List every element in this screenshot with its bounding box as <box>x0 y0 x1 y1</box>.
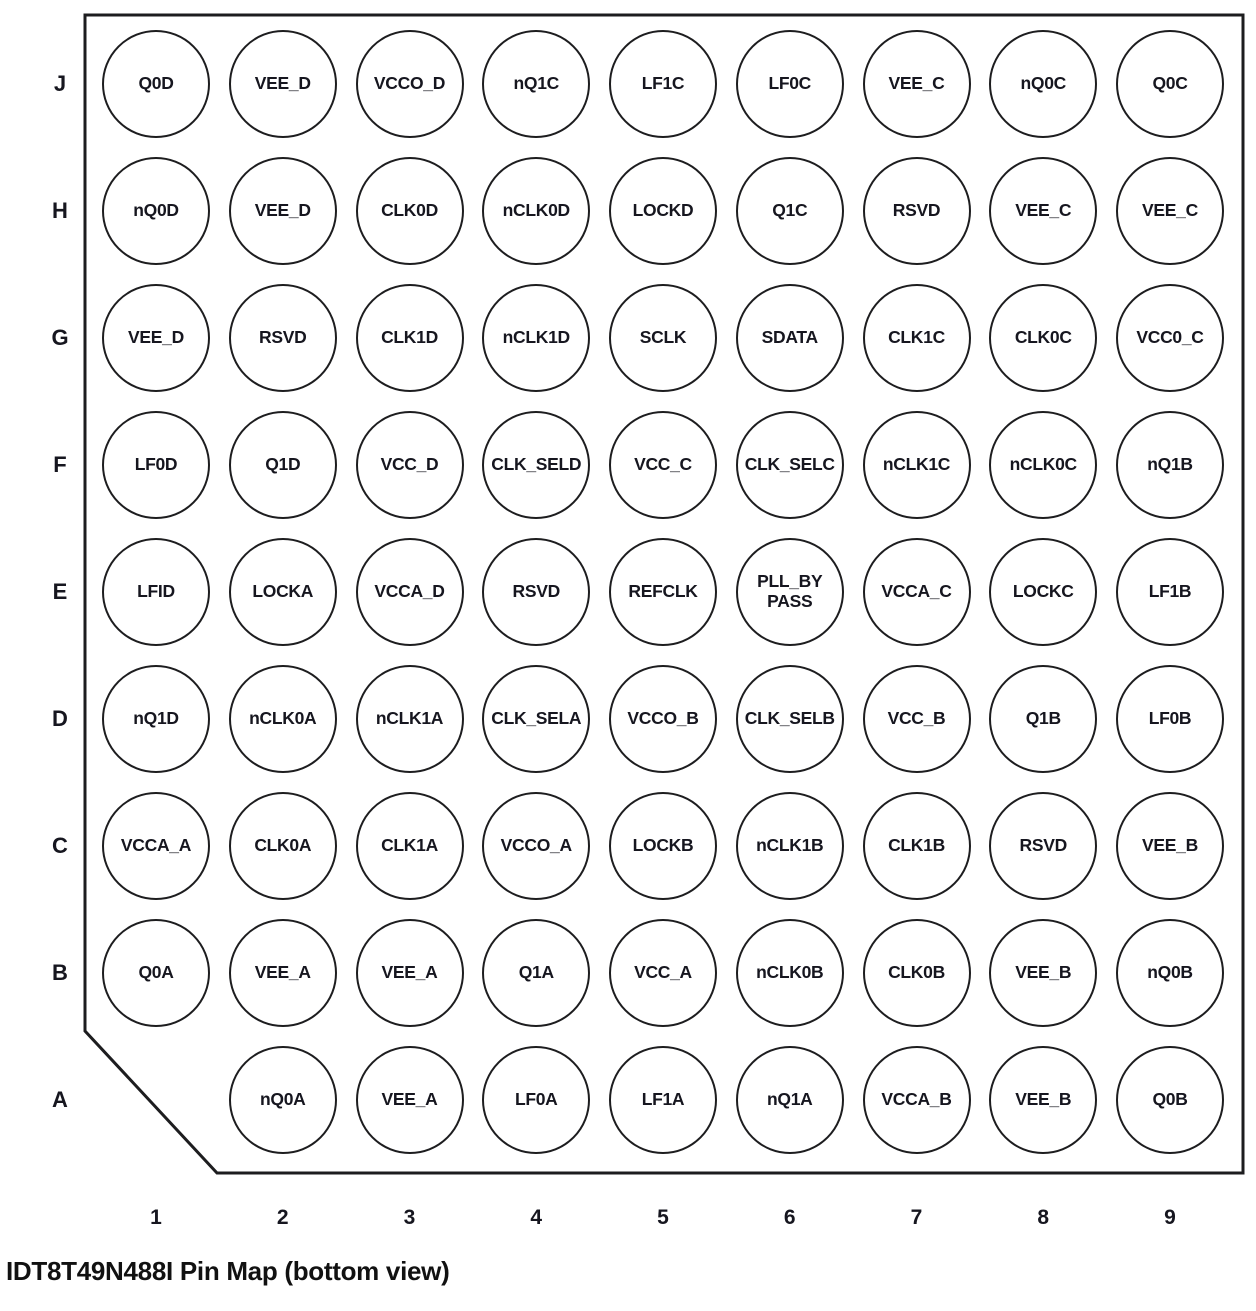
pin-E4 <box>482 538 590 646</box>
row-label-A: A <box>52 1087 68 1112</box>
pin-label: nQ1B <box>1147 454 1193 475</box>
pin-label: VEE_C <box>888 73 945 94</box>
pin-F2 <box>229 411 337 519</box>
pin-label: nQ0B <box>1147 962 1193 983</box>
pin-label: VCC_A <box>634 962 692 983</box>
pin-label: CLK_SELD <box>491 454 582 475</box>
pin-E2 <box>229 538 337 646</box>
pin-label: Q1D <box>265 454 301 475</box>
pin-E7 <box>863 538 971 646</box>
pin-D1 <box>102 665 210 773</box>
pin-label: LF0D <box>134 454 178 475</box>
pin-C1 <box>102 792 210 900</box>
col-label-1: 1 <box>150 1206 162 1229</box>
pin-J1 <box>102 30 210 138</box>
pin-F3 <box>356 411 464 519</box>
pin-label: CLK0C <box>1014 327 1072 348</box>
pin-label: RSVD <box>512 581 560 602</box>
pin-label: VCC_B <box>887 708 946 729</box>
pin-G1 <box>102 284 210 392</box>
pin-H7 <box>863 157 971 265</box>
col-label-8: 8 <box>1037 1206 1050 1229</box>
pin-label: Q1B <box>1025 708 1061 729</box>
row-label-G: G <box>51 325 69 350</box>
pin-G2 <box>229 284 337 392</box>
col-label-5: 5 <box>657 1206 669 1229</box>
row-label-H: H <box>52 198 68 223</box>
pin-label: nCLK1C <box>882 454 951 475</box>
pin-label: SDATA <box>761 327 818 348</box>
pin-H6 <box>736 157 844 265</box>
pin-label: VCCA_C <box>881 581 952 602</box>
pin-A7 <box>863 1046 971 1154</box>
pin-label: VCC_D <box>380 454 439 475</box>
pin-G3 <box>356 284 464 392</box>
pin-label: CLK1A <box>381 835 438 856</box>
pin-label: nQ0A <box>260 1089 306 1110</box>
pin-label: VEE_A <box>381 1089 438 1110</box>
row-label-C: C <box>52 833 68 858</box>
pin-D8 <box>989 665 1097 773</box>
pin-label: VEE_D <box>128 327 184 348</box>
pin-label: SCLK <box>639 327 687 348</box>
pin-B1 <box>102 919 210 1027</box>
pin-H5 <box>609 157 717 265</box>
pin-E1 <box>102 538 210 646</box>
pin-C3 <box>356 792 464 900</box>
pin-H9 <box>1116 157 1224 265</box>
pin-label: LFID <box>137 581 175 602</box>
pin-B5 <box>609 919 717 1027</box>
row-label-E: E <box>52 579 68 604</box>
pin-D4 <box>482 665 590 773</box>
pin-label: nQ1D <box>133 708 179 729</box>
pin-B8 <box>989 919 1097 1027</box>
pin-C6 <box>736 792 844 900</box>
pin-G9 <box>1116 284 1224 392</box>
figure-caption: IDT8T49N488I Pin Map (bottom view) <box>6 1256 450 1286</box>
pin-label: Q0C <box>1152 73 1188 94</box>
pin-label: VEE_A <box>381 962 438 983</box>
pin-label: Q0A <box>138 962 174 983</box>
pin-J7 <box>863 30 971 138</box>
pin-label: VCC0_C <box>1136 327 1204 348</box>
pin-E8 <box>989 538 1097 646</box>
pin-label: CLK1B <box>888 835 945 856</box>
pin-A8 <box>989 1046 1097 1154</box>
pin-label: LF0A <box>514 1089 558 1110</box>
pin-C9 <box>1116 792 1224 900</box>
pin-label: nQ0D <box>133 200 179 221</box>
pin-label: Q1A <box>518 962 554 983</box>
pin-label: CLK0B <box>888 962 945 983</box>
row-label-D: D <box>52 706 68 731</box>
pin-B9 <box>1116 919 1224 1027</box>
pin-J6 <box>736 30 844 138</box>
pin-F1 <box>102 411 210 519</box>
pin-B4 <box>482 919 590 1027</box>
pin-B2 <box>229 919 337 1027</box>
pin-label: CLK_SELA <box>491 708 582 729</box>
pin-F7 <box>863 411 971 519</box>
pin-label: VEE_D <box>254 73 311 94</box>
pin-label: CLK0A <box>254 835 312 856</box>
pin-C8 <box>989 792 1097 900</box>
pin-F6 <box>736 411 844 519</box>
pin-label: nCLK1A <box>375 708 444 729</box>
pin-A4 <box>482 1046 590 1154</box>
pin-G5 <box>609 284 717 392</box>
pin-E3 <box>356 538 464 646</box>
pin-label: VCCO_D <box>373 73 446 94</box>
pin-label: nCLK1D <box>502 327 570 348</box>
pin-label: CLK0D <box>381 200 438 221</box>
col-label-6: 6 <box>783 1206 796 1229</box>
pin-label: LF0C <box>768 73 812 94</box>
col-label-9: 9 <box>1164 1206 1176 1229</box>
pin-label: VEE_A <box>254 962 311 983</box>
pin-D7 <box>863 665 971 773</box>
pin-H8 <box>989 157 1097 265</box>
pin-A2 <box>229 1046 337 1154</box>
pin-J9 <box>1116 30 1224 138</box>
pin-label: nCLK0B <box>756 962 824 983</box>
pin-label: nQ0C <box>1020 73 1066 94</box>
row-label-B: B <box>52 960 68 985</box>
pin-label: VCCO_B <box>627 708 699 729</box>
pin-E5 <box>609 538 717 646</box>
pin-label: VCCO_A <box>500 835 572 856</box>
pin-D6 <box>736 665 844 773</box>
pin-label: CLK1D <box>381 327 438 348</box>
pin-B6 <box>736 919 844 1027</box>
pin-D2 <box>229 665 337 773</box>
pin-B7 <box>863 919 971 1027</box>
pin-C5 <box>609 792 717 900</box>
pin-label: VCCA_A <box>120 835 192 856</box>
pin-J2 <box>229 30 337 138</box>
pin-A6 <box>736 1046 844 1154</box>
pin-label: LF1B <box>1148 581 1192 602</box>
pin-label: CLK_SELB <box>744 708 835 729</box>
pin-label: LOCKD <box>632 200 694 221</box>
pin-G4 <box>482 284 590 392</box>
pin-E6 <box>736 538 844 646</box>
pin-label: VEE_B <box>1142 835 1198 856</box>
pin-label: LOCKA <box>252 581 314 602</box>
pin-label: LF0B <box>1148 708 1192 729</box>
pin-A9 <box>1116 1046 1224 1154</box>
pin-label: VCCA_D <box>374 581 445 602</box>
pin-label: nCLK1B <box>756 835 824 856</box>
pin-label: Q1C <box>772 200 808 221</box>
pin-D9 <box>1116 665 1224 773</box>
pin-C4 <box>482 792 590 900</box>
row-label-J: J <box>53 71 67 96</box>
pin-label: VEE_C <box>1015 200 1072 221</box>
pin-label: LF1C <box>641 73 685 94</box>
pin-F8 <box>989 411 1097 519</box>
pin-label: VEE_B <box>1015 962 1072 983</box>
pin-label: PLL_BY PASS <box>757 571 823 611</box>
pin-label: VEE_D <box>254 200 311 221</box>
pin-label: Q0D <box>138 73 174 94</box>
pin-G6 <box>736 284 844 392</box>
pin-F9 <box>1116 411 1224 519</box>
pin-label: nQ1C <box>513 73 559 94</box>
pin-label: CLK_SELC <box>744 454 835 475</box>
pin-label: nQ1A <box>767 1089 813 1110</box>
pin-label: CLK1C <box>888 327 945 348</box>
pin-label: RSVD <box>1019 835 1067 856</box>
col-label-2: 2 <box>276 1206 289 1229</box>
pin-J3 <box>356 30 464 138</box>
pin-F4 <box>482 411 590 519</box>
pin-label: nCLK0C <box>1009 454 1077 475</box>
pin-label: nCLK0A <box>249 708 317 729</box>
row-label-F: F <box>53 452 67 477</box>
pin-label: VCCA_B <box>881 1089 952 1110</box>
pin-H1 <box>102 157 210 265</box>
pin-D3 <box>356 665 464 773</box>
pin-D5 <box>609 665 717 773</box>
pin-B3 <box>356 919 464 1027</box>
pin-label: LF1A <box>641 1089 685 1110</box>
col-label-7: 7 <box>910 1206 923 1229</box>
pin-H3 <box>356 157 464 265</box>
pin-G8 <box>989 284 1097 392</box>
pin-label: VCC_C <box>634 454 692 475</box>
pin-G7 <box>863 284 971 392</box>
pin-label: Q0B <box>1152 1089 1188 1110</box>
pin-label: LOCKC <box>1012 581 1074 602</box>
pin-label: VEE_C <box>1142 200 1198 221</box>
pin-J5 <box>609 30 717 138</box>
pin-label: REFCLK <box>628 581 698 602</box>
pin-label: LOCKB <box>632 835 694 856</box>
pin-label: nCLK0D <box>502 200 570 221</box>
pin-label: RSVD <box>892 200 941 221</box>
pin-label: RSVD <box>259 327 307 348</box>
pin-A3 <box>356 1046 464 1154</box>
pin-label: VEE_B <box>1015 1089 1072 1110</box>
pin-E9 <box>1116 538 1224 646</box>
col-label-4: 4 <box>530 1206 543 1229</box>
pin-A5 <box>609 1046 717 1154</box>
pin-C7 <box>863 792 971 900</box>
col-label-3: 3 <box>403 1206 416 1229</box>
pin-J8 <box>989 30 1097 138</box>
pin-H4 <box>482 157 590 265</box>
pin-J4 <box>482 30 590 138</box>
pin-F5 <box>609 411 717 519</box>
pin-H2 <box>229 157 337 265</box>
pin-C2 <box>229 792 337 900</box>
